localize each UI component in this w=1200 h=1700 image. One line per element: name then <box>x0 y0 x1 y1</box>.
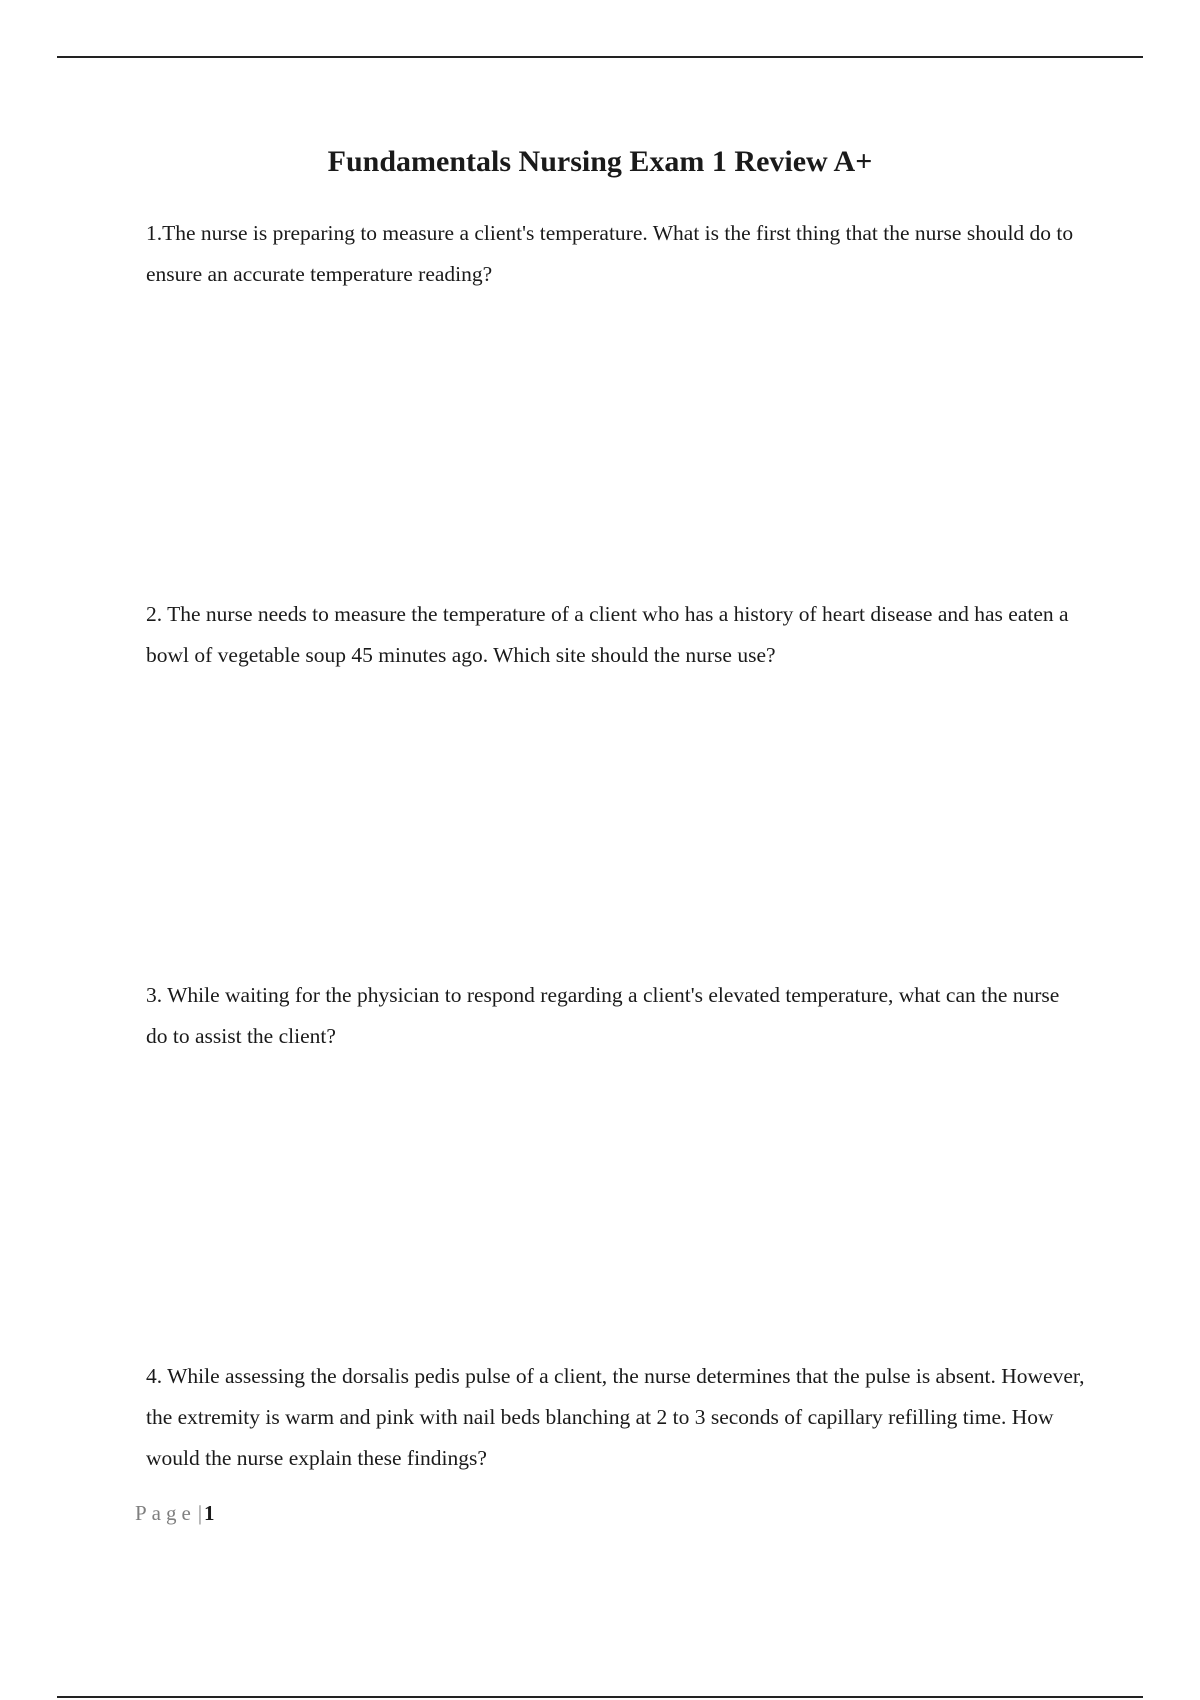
question-4: 4. While assessing the dorsalis pedis pulse of a client, the nurse determines that the pulse is absent. However, the extremity is warm and pink with nail beds blanching at 2 to 3 seconds of capillary refilling time. How would the nurse explain these findings? <box>146 1364 1085 1470</box>
document-title: Fundamentals Nursing Exam 1 Review A+ <box>327 145 873 178</box>
page-number: 1 <box>204 1501 215 1525</box>
question-2: 2. The nurse needs to measure the temperature of a client who has a history of heart disease and has eaten a bowl of vegetable soup 45 minutes ago. Which site should the nurse use? <box>146 602 1069 667</box>
page-separator: | <box>197 1501 203 1525</box>
bottom-rule <box>57 1696 1143 1698</box>
question-1: 1.The nurse is preparing to measure a client's temperature. What is the first thing that the nurse should do to ensure an accurate temperature reading? <box>146 221 1074 286</box>
top-rule <box>57 56 1143 58</box>
page-label: Page <box>135 1501 196 1525</box>
page-footer <box>135 1498 215 1528</box>
question-3: 3. While waiting for the physician to respond regarding a client's elevated temperature, what can the nurse do to assist the client? <box>146 983 1060 1048</box>
